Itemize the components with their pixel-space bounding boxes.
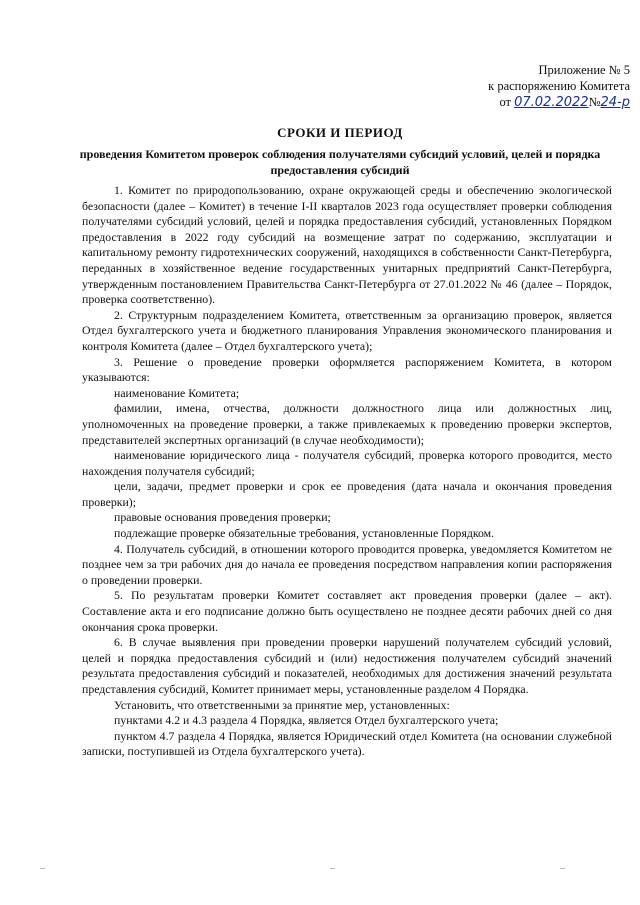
paragraph-1: 1. Комитет по природопользованию, охране окружающей среды и обеспечению экологической безопасности (далее – Комитет) в течение I-II кварталов 2023 года осуществляет проверки соблюдения получателями субсидий условий, целей и порядка предоставления субсидий, установленных Порядком предоставления в 2022 году субсидий на возмещение затрат по содержанию, эксплуатации и капитальному ремонту гидротехнических сооружений, находящихся в собственности Санкт-Петербурга, переданных в хозяйственное ведение государственных унитарных предприятий Санкт-Петербурга, утвержденным постановлением Правительства Санкт-Петербурга от 27.01.2022 № 46 (далее – Порядок, проверка соответственно). [82, 183, 612, 307]
appendix-header [440, 62, 630, 111]
list-item: фамилии, имена, отчества, должности должностного лица или должностных лиц, уполномоченных на проведение проверки, а также привлекаемых к проведению проверки экспертов, представителей экспертных организаций (в случае необходимости); [82, 401, 612, 447]
document-body [82, 183, 612, 760]
list-item: наименование юридического лица - получателя субсидий, проверка которого проводится, место нахождения получателя субсидий; [82, 448, 612, 478]
paragraph-2: 2. Структурным подразделением Комитета, ответственным за организацию проверок, является Отдел бухгалтерского учета и бюджетного планирования Управления экономического планирования и контроля Комитета (далее – Отдел бухгалтерского учета); [82, 307, 612, 353]
list-item: подлежащие проверке обязательные требования, установленные Порядком. [114, 526, 495, 541]
appendix-date-line [440, 94, 630, 111]
paragraph-4: 4. Получатель субсидий, в отношении которого проводится проверка, уведомляется Комитетом не позднее чем за три рабочих дня до начала ее проведения посредством направления копии распоряжения о проведении проверки. [82, 541, 612, 587]
list-item: цели, задачи, предмет проверки и срок ее проведения (дата начала и окончания проведения проверки); [82, 479, 612, 509]
paragraph-establish: Установить, что ответственными за принятие мер, установленных: [114, 697, 450, 712]
list-item: пунктом 4.7 раздела 4 Порядка, является Юридический отдел Комитета (на основании служебной записки, поступившей из Отдела бухгалтерского учета). [82, 728, 612, 759]
number-sign: № [588, 95, 601, 109]
paragraph-6: 6. В случае выявления при проведении проверки нарушений получателем субсидий условий, целей и порядка предоставления субсидий и (или) недостижения получателем субсидий значений результата предоставления субсидий и показателей, необходимых для достижения значений результата представления субсидий, Комитет принимает меры, установленные разделом 4 Порядка. [82, 635, 612, 696]
appendix-number: Приложение № 5 [538, 63, 630, 77]
title-block [60, 125, 620, 178]
list-item: наименование Комитета; [114, 385, 240, 400]
document-title: СРОКИ И ПЕРИОД [277, 125, 403, 140]
paragraph-5: 5. По результатам проверки Комитет составляет акт проведения проверки (далее – акт). Составление акта и его подписание должно быть осуществлено не позднее десяти рабочих дней со дня окончания срока проверки. [82, 588, 612, 634]
scan-mark [40, 868, 45, 869]
paragraph-3: 3. Решение о проведение проверки оформляется распоряжением Комитета, в котором указываются: [82, 354, 612, 385]
list-item: правовые основания проведения проверки; [114, 510, 331, 525]
list-item: пунктами 4.2 и 4.3 раздела 4 Порядка, является Отдел бухгалтерского учета; [114, 713, 499, 728]
handwritten-date: 07.02.2022 [514, 95, 589, 110]
date-prefix: от [499, 95, 511, 109]
scan-mark [330, 868, 335, 869]
scan-mark [560, 868, 565, 869]
appendix-reference: к распоряжению Комитета [488, 79, 630, 93]
handwritten-number: 24-р [600, 95, 630, 110]
document-subtitle: проведения Комитетом проверок соблюдения получателями субсидий условий, целей и порядка предоставления субсидий [79, 147, 601, 177]
